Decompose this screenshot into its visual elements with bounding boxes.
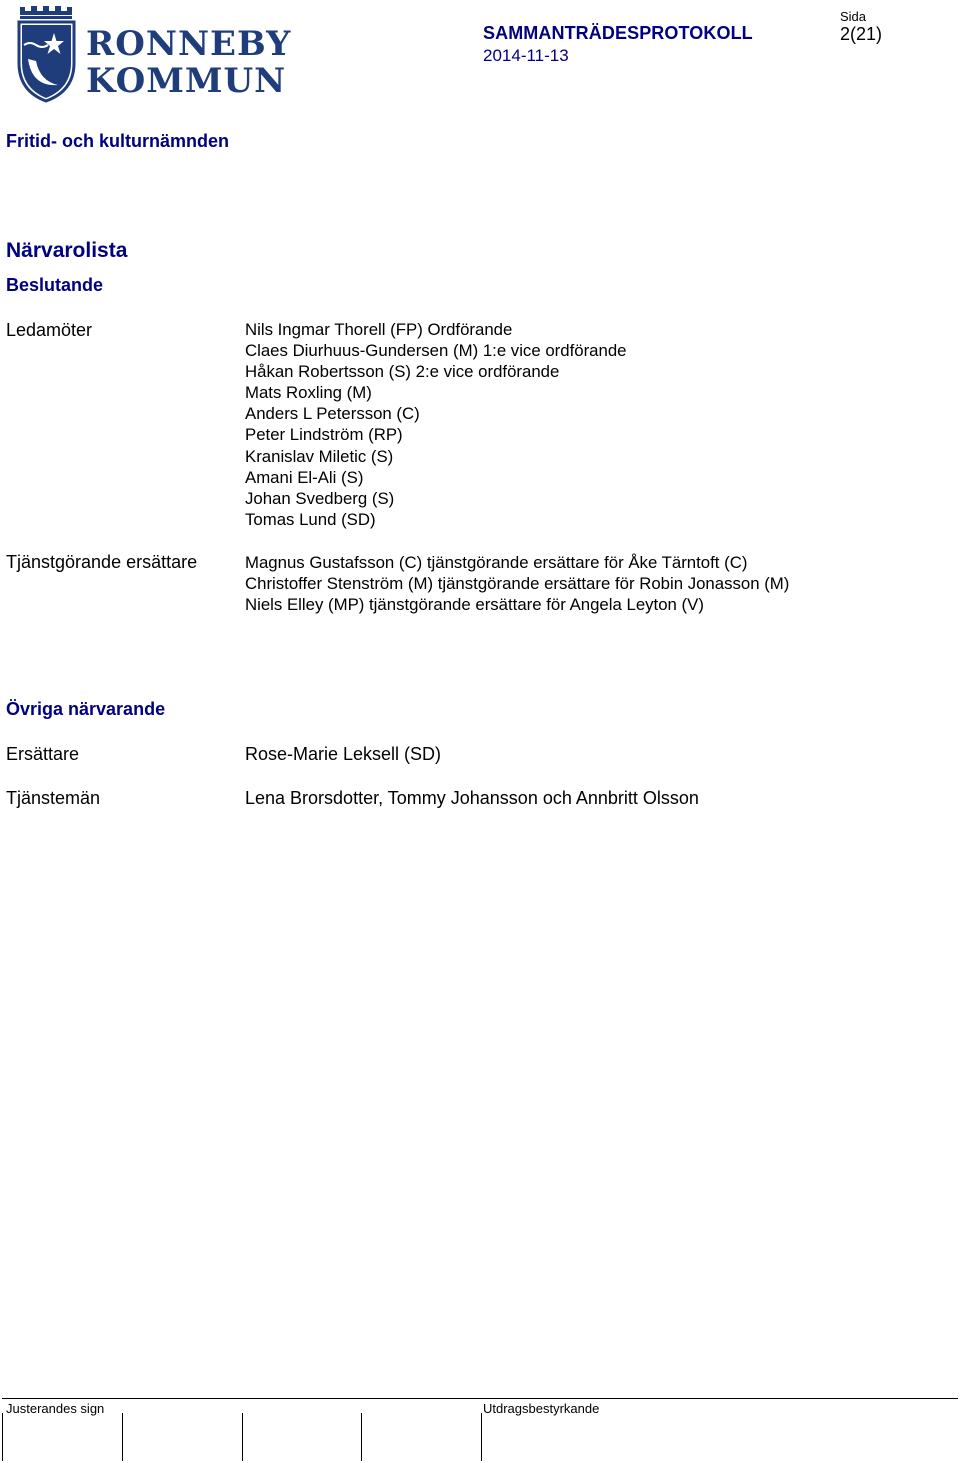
ovriga-heading: Övriga närvarande: [6, 699, 166, 719]
signature-box-divider: [242, 1413, 243, 1461]
document-title: SAMMANTRÄDESPROTOKOLL: [483, 23, 753, 43]
list-item: Håkan Robertsson (S) 2:e vice ordförande: [245, 362, 560, 382]
list-item: Peter Lindström (RP): [245, 425, 403, 445]
signature-box-divider: [361, 1413, 362, 1461]
page-label: Sida: [840, 9, 867, 24]
list-item: Claes Diurhuus-Gundersen (M) 1:e vice ordförande: [245, 341, 627, 361]
list-item: Magnus Gustafsson (C) tjänstgörande ersättare för Åke Tärntoft (C): [245, 553, 748, 572]
list-item: Kranislav Miletic (S): [245, 446, 394, 466]
ersattare-label: Ersättare: [6, 744, 80, 764]
logo-line2: KOMMUN: [86, 61, 287, 101]
list-item: Johan Svedberg (S): [245, 488, 395, 508]
signature-box-divider: [122, 1413, 123, 1461]
document-date: 2014-11-13: [483, 46, 569, 65]
list-item: Tomas Lund (SD): [245, 509, 376, 529]
list-item: Nils Ingmar Thorell (FP) Ordförande: [245, 320, 513, 339]
page-number: 2(21): [840, 24, 883, 44]
attendance-title: Närvarolista: [6, 239, 128, 262]
signature-box-divider: [2, 1413, 3, 1461]
logo-line1: RONNEBY: [86, 24, 292, 64]
footer-divider: [2, 1398, 958, 1399]
list-item: Niels Elley (MP) tjänstgörande ersättare för Angela Leyton (V): [245, 595, 704, 615]
crown-icon: [20, 6, 72, 15]
ronneby-kommun-logo: [14, 5, 292, 103]
committee-name: Fritid- och kulturnämnden: [6, 131, 229, 151]
tjansteman-value: Lena Brorsdotter, Tommy Johansson och Annbritt Olsson: [245, 788, 699, 808]
ersattare-value: Rose-Marie Leksell (SD): [245, 744, 442, 764]
justerandes-sign-label: Justerandes sign: [6, 1401, 105, 1416]
list-item: Anders L Petersson (C): [245, 404, 420, 424]
list-item: Mats Roxling (M): [245, 383, 372, 403]
beslutande-heading: Beslutande: [6, 275, 104, 295]
tjansteman-label: Tjänstemän: [6, 788, 101, 808]
substitutes-list: [245, 552, 789, 615]
list-item: Christoffer Stenström (M) tjänstgörande ersättare för Robin Jonasson (M): [245, 574, 790, 594]
signature-box-divider: [481, 1413, 482, 1461]
list-item: Amani El-Ali (S): [245, 467, 364, 487]
members-list: [245, 319, 627, 530]
members-label: Ledamöter: [6, 320, 93, 340]
utdragsbestyrkande-label: Utdragsbestyrkande: [483, 1401, 600, 1416]
substitutes-label: Tjänstgörande ersättare: [6, 552, 198, 572]
